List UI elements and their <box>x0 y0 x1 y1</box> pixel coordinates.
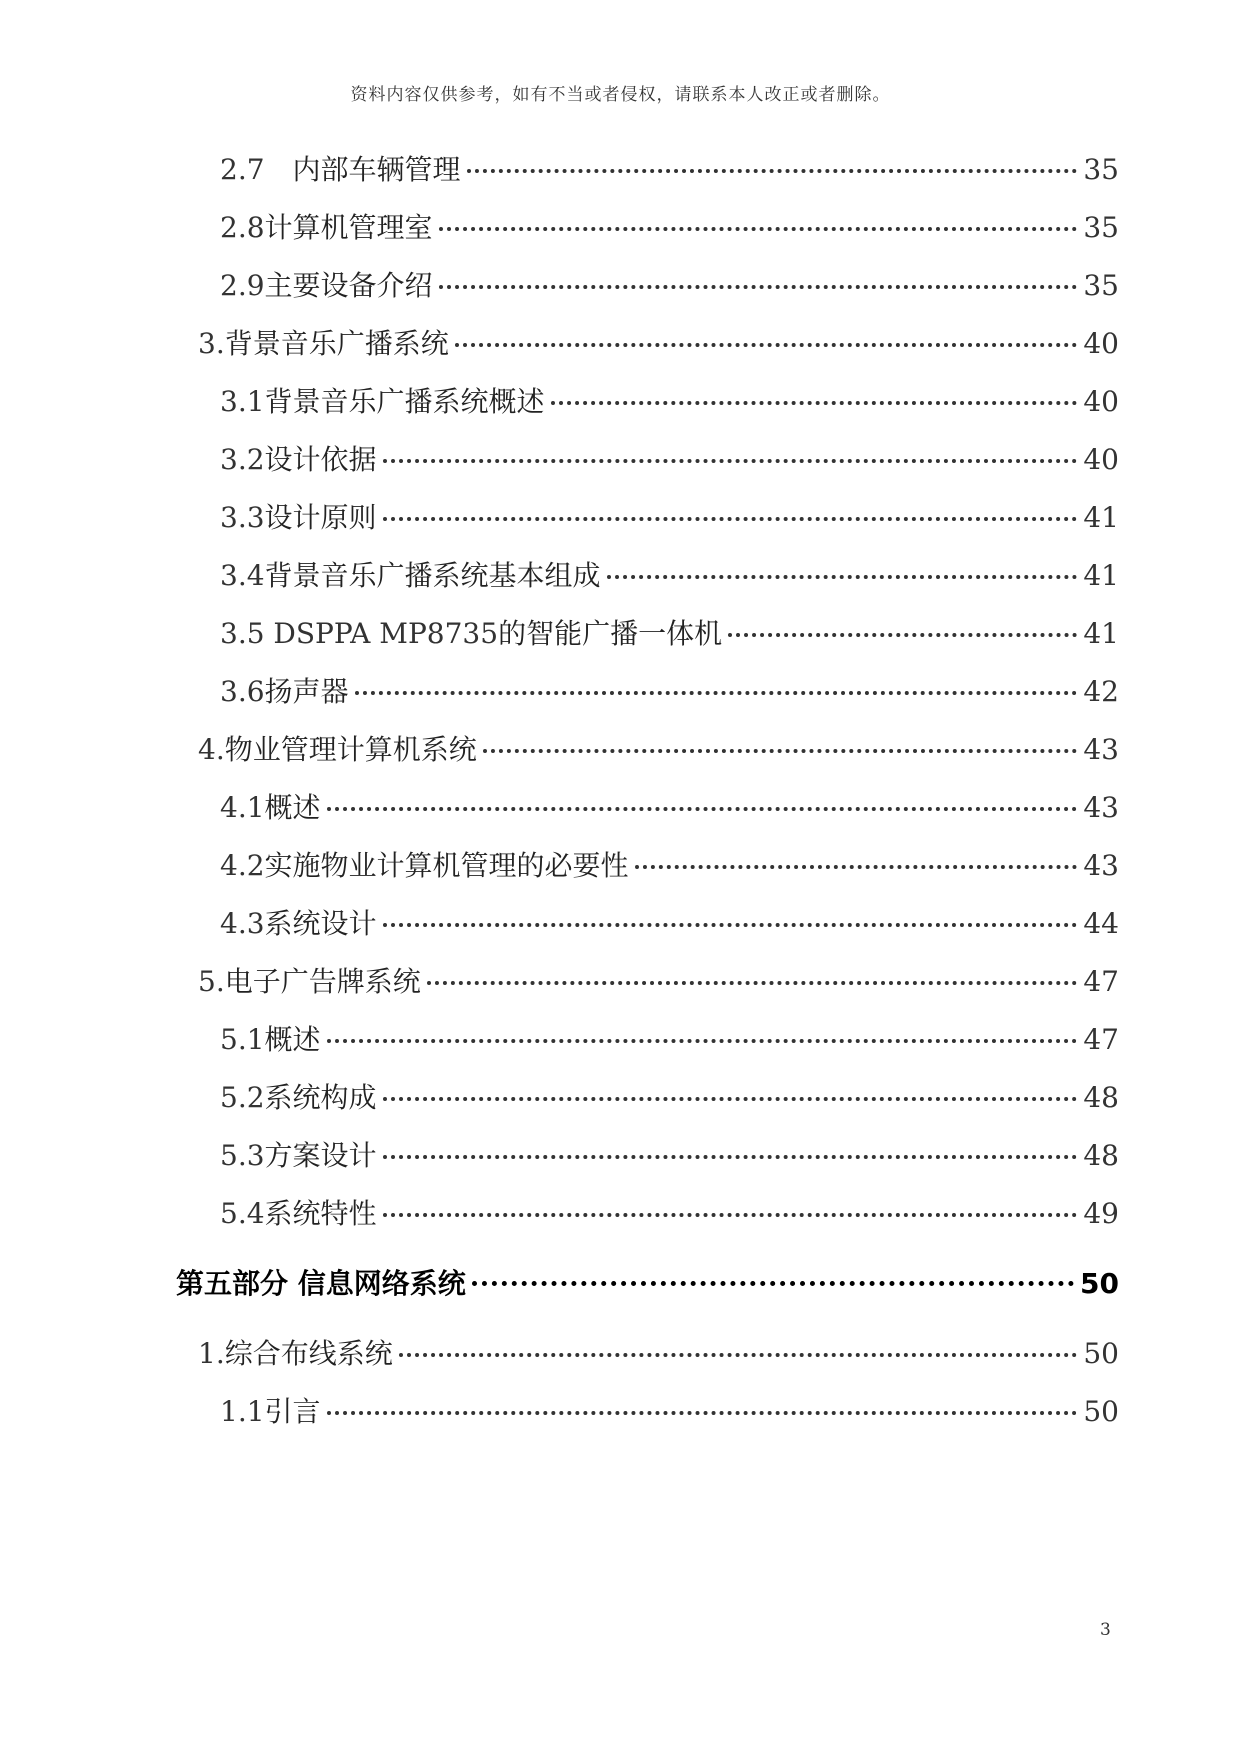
toc-entry[interactable] <box>220 438 1119 478</box>
toc-entry-title: 引言 <box>264 1395 321 1428</box>
toc-dot-leader <box>383 1097 1078 1101</box>
toc-entry-page: 47 <box>1083 965 1119 998</box>
toc-dot-leader <box>551 401 1078 405</box>
toc-entry-title: 主要设备介绍 <box>264 269 433 302</box>
toc-dot-leader <box>327 807 1078 811</box>
toc-entry-title: 概述 <box>264 1023 321 1056</box>
toc-entry-title: 方案设计 <box>264 1139 377 1172</box>
toc-entry[interactable] <box>220 554 1119 594</box>
toc-entry[interactable] <box>220 844 1119 884</box>
toc-entry-page: 43 <box>1083 733 1119 766</box>
toc-entry-page: 43 <box>1083 849 1119 882</box>
toc-entry-number: 3.3 <box>220 501 265 534</box>
toc-entry[interactable] <box>220 612 1119 652</box>
toc-entry[interactable] <box>198 1332 1119 1372</box>
toc-entry-number: 3.4 <box>220 559 265 592</box>
toc-entry-page: 47 <box>1083 1023 1119 1056</box>
toc-entry-title: 计算机管理室 <box>264 211 433 244</box>
toc-entry-title: 内部车辆管理 <box>292 153 461 186</box>
toc-entry-title: 第五部分 信息网络系统 <box>176 1267 466 1300</box>
toc-entry-title: 背景音乐广播系统概述 <box>264 385 545 418</box>
toc-dot-leader <box>607 575 1078 579</box>
toc-entry-page: 48 <box>1083 1139 1119 1172</box>
toc-dot-leader <box>327 1411 1078 1415</box>
toc-dot-leader <box>383 459 1078 463</box>
toc-dot-leader <box>455 343 1078 347</box>
toc-entry-number: 3. <box>198 327 225 360</box>
toc-dot-leader <box>355 691 1078 695</box>
toc-entry-title: 系统构成 <box>264 1081 377 1114</box>
toc-entry[interactable] <box>220 496 1119 536</box>
toc-entry-page: 42 <box>1083 675 1119 708</box>
toc-entry-title: 设计依据 <box>264 443 377 476</box>
toc-entry[interactable] <box>198 960 1119 1000</box>
toc-entry-number: 3.1 <box>220 385 265 418</box>
toc-entry[interactable] <box>220 670 1119 710</box>
toc-entry-page: 41 <box>1083 501 1119 534</box>
toc-entry[interactable] <box>220 902 1119 942</box>
toc-entry[interactable] <box>220 380 1119 420</box>
toc-dot-leader <box>439 285 1078 289</box>
toc-entry-page: 41 <box>1083 559 1119 592</box>
toc-entry-title: 物业管理计算机系统 <box>224 733 477 766</box>
toc-entry-number: 5.3 <box>220 1139 265 1172</box>
toc-dot-leader <box>439 227 1078 231</box>
toc-entry-page: 35 <box>1083 153 1119 186</box>
toc-entry-number: 1.1 <box>220 1395 265 1428</box>
toc-dot-leader <box>383 1155 1078 1159</box>
toc-entry-page: 40 <box>1083 327 1119 360</box>
toc-entry-page: 35 <box>1083 211 1119 244</box>
toc-entry-number: 3.2 <box>220 443 265 476</box>
toc-entry-title: 设计原则 <box>264 501 377 534</box>
toc-entry[interactable] <box>198 728 1119 768</box>
toc-entry-number: 5. <box>198 965 225 998</box>
toc-entry-number: 2.7 <box>220 153 293 186</box>
toc-entry-title: 电子广告牌系统 <box>224 965 421 998</box>
toc-entry-number: 4.2 <box>220 849 265 882</box>
toc-entry-page: 50 <box>1083 1337 1119 1370</box>
toc-entry-number: 4.3 <box>220 907 265 940</box>
toc-dot-leader <box>383 517 1078 521</box>
page-number: 3 <box>1100 1620 1111 1640</box>
toc-entry-number: 2.9 <box>220 269 265 302</box>
toc-entry-page: 40 <box>1083 443 1119 476</box>
toc-entry-page: 48 <box>1083 1081 1119 1114</box>
toc-entry[interactable] <box>220 1192 1119 1232</box>
toc-entry-number: 5.1 <box>220 1023 265 1056</box>
toc-entry-page: 41 <box>1083 617 1119 650</box>
toc-dot-leader <box>383 1213 1078 1217</box>
toc-dot-leader <box>467 169 1078 173</box>
toc-entry-title: 背景音乐广播系统基本组成 <box>264 559 601 592</box>
toc-entry-number: 3.5 DSPPA MP8735 <box>220 617 499 650</box>
toc-dot-leader <box>483 749 1078 753</box>
toc-entry[interactable] <box>220 1390 1119 1430</box>
toc-entry[interactable] <box>220 1134 1119 1174</box>
toc-entry-page: 50 <box>1080 1267 1119 1300</box>
toc-entry-page: 40 <box>1083 385 1119 418</box>
toc-entry[interactable] <box>198 322 1119 362</box>
toc-entry-title: 的智能广播一体机 <box>498 617 723 650</box>
toc-entry-title: 实施物业计算机管理的必要性 <box>264 849 629 882</box>
toc-entry-number: 5.2 <box>220 1081 265 1114</box>
toc-entry-title: 系统设计 <box>264 907 377 940</box>
toc-entry-number: 4. <box>198 733 225 766</box>
toc-entry-number: 5.4 <box>220 1197 265 1230</box>
toc-entry[interactable] <box>220 1018 1119 1058</box>
toc-entry-page: 49 <box>1083 1197 1119 1230</box>
toc-dot-leader <box>399 1353 1078 1357</box>
toc-dot-leader <box>472 1281 1074 1286</box>
toc-entry[interactable] <box>220 148 1119 188</box>
toc-dot-leader <box>427 981 1078 985</box>
toc-entry-number: 4.1 <box>220 791 265 824</box>
toc-entry[interactable] <box>220 206 1119 246</box>
toc-dot-leader <box>635 865 1078 869</box>
toc-dot-leader <box>327 1039 1078 1043</box>
toc-entry[interactable] <box>220 1076 1119 1116</box>
toc-dot-leader <box>383 923 1078 927</box>
toc-entry[interactable] <box>220 786 1119 826</box>
toc-entry[interactable] <box>220 264 1119 304</box>
document-header-note: 资料内容仅供参考，如有不当或者侵权，请联系本人改正或者删除。 <box>350 85 891 105</box>
toc-dot-leader <box>728 633 1077 637</box>
toc-entry-number: 3.6 <box>220 675 265 708</box>
toc-entry-title: 综合布线系统 <box>224 1337 393 1370</box>
toc-entry-title: 背景音乐广播系统 <box>224 327 449 360</box>
toc-entry-number: 1. <box>198 1337 225 1370</box>
toc-entry-page: 35 <box>1083 269 1119 302</box>
toc-entry-number: 2.8 <box>220 211 265 244</box>
toc-entry-title: 系统特性 <box>264 1197 377 1230</box>
toc-entry-page: 44 <box>1083 907 1119 940</box>
toc-entry-title: 扬声器 <box>264 675 349 708</box>
toc-entry[interactable] <box>176 1262 1119 1302</box>
toc-entry-title: 概述 <box>264 791 321 824</box>
toc-entry-page: 43 <box>1083 791 1119 824</box>
toc-entry-page: 50 <box>1083 1395 1119 1428</box>
